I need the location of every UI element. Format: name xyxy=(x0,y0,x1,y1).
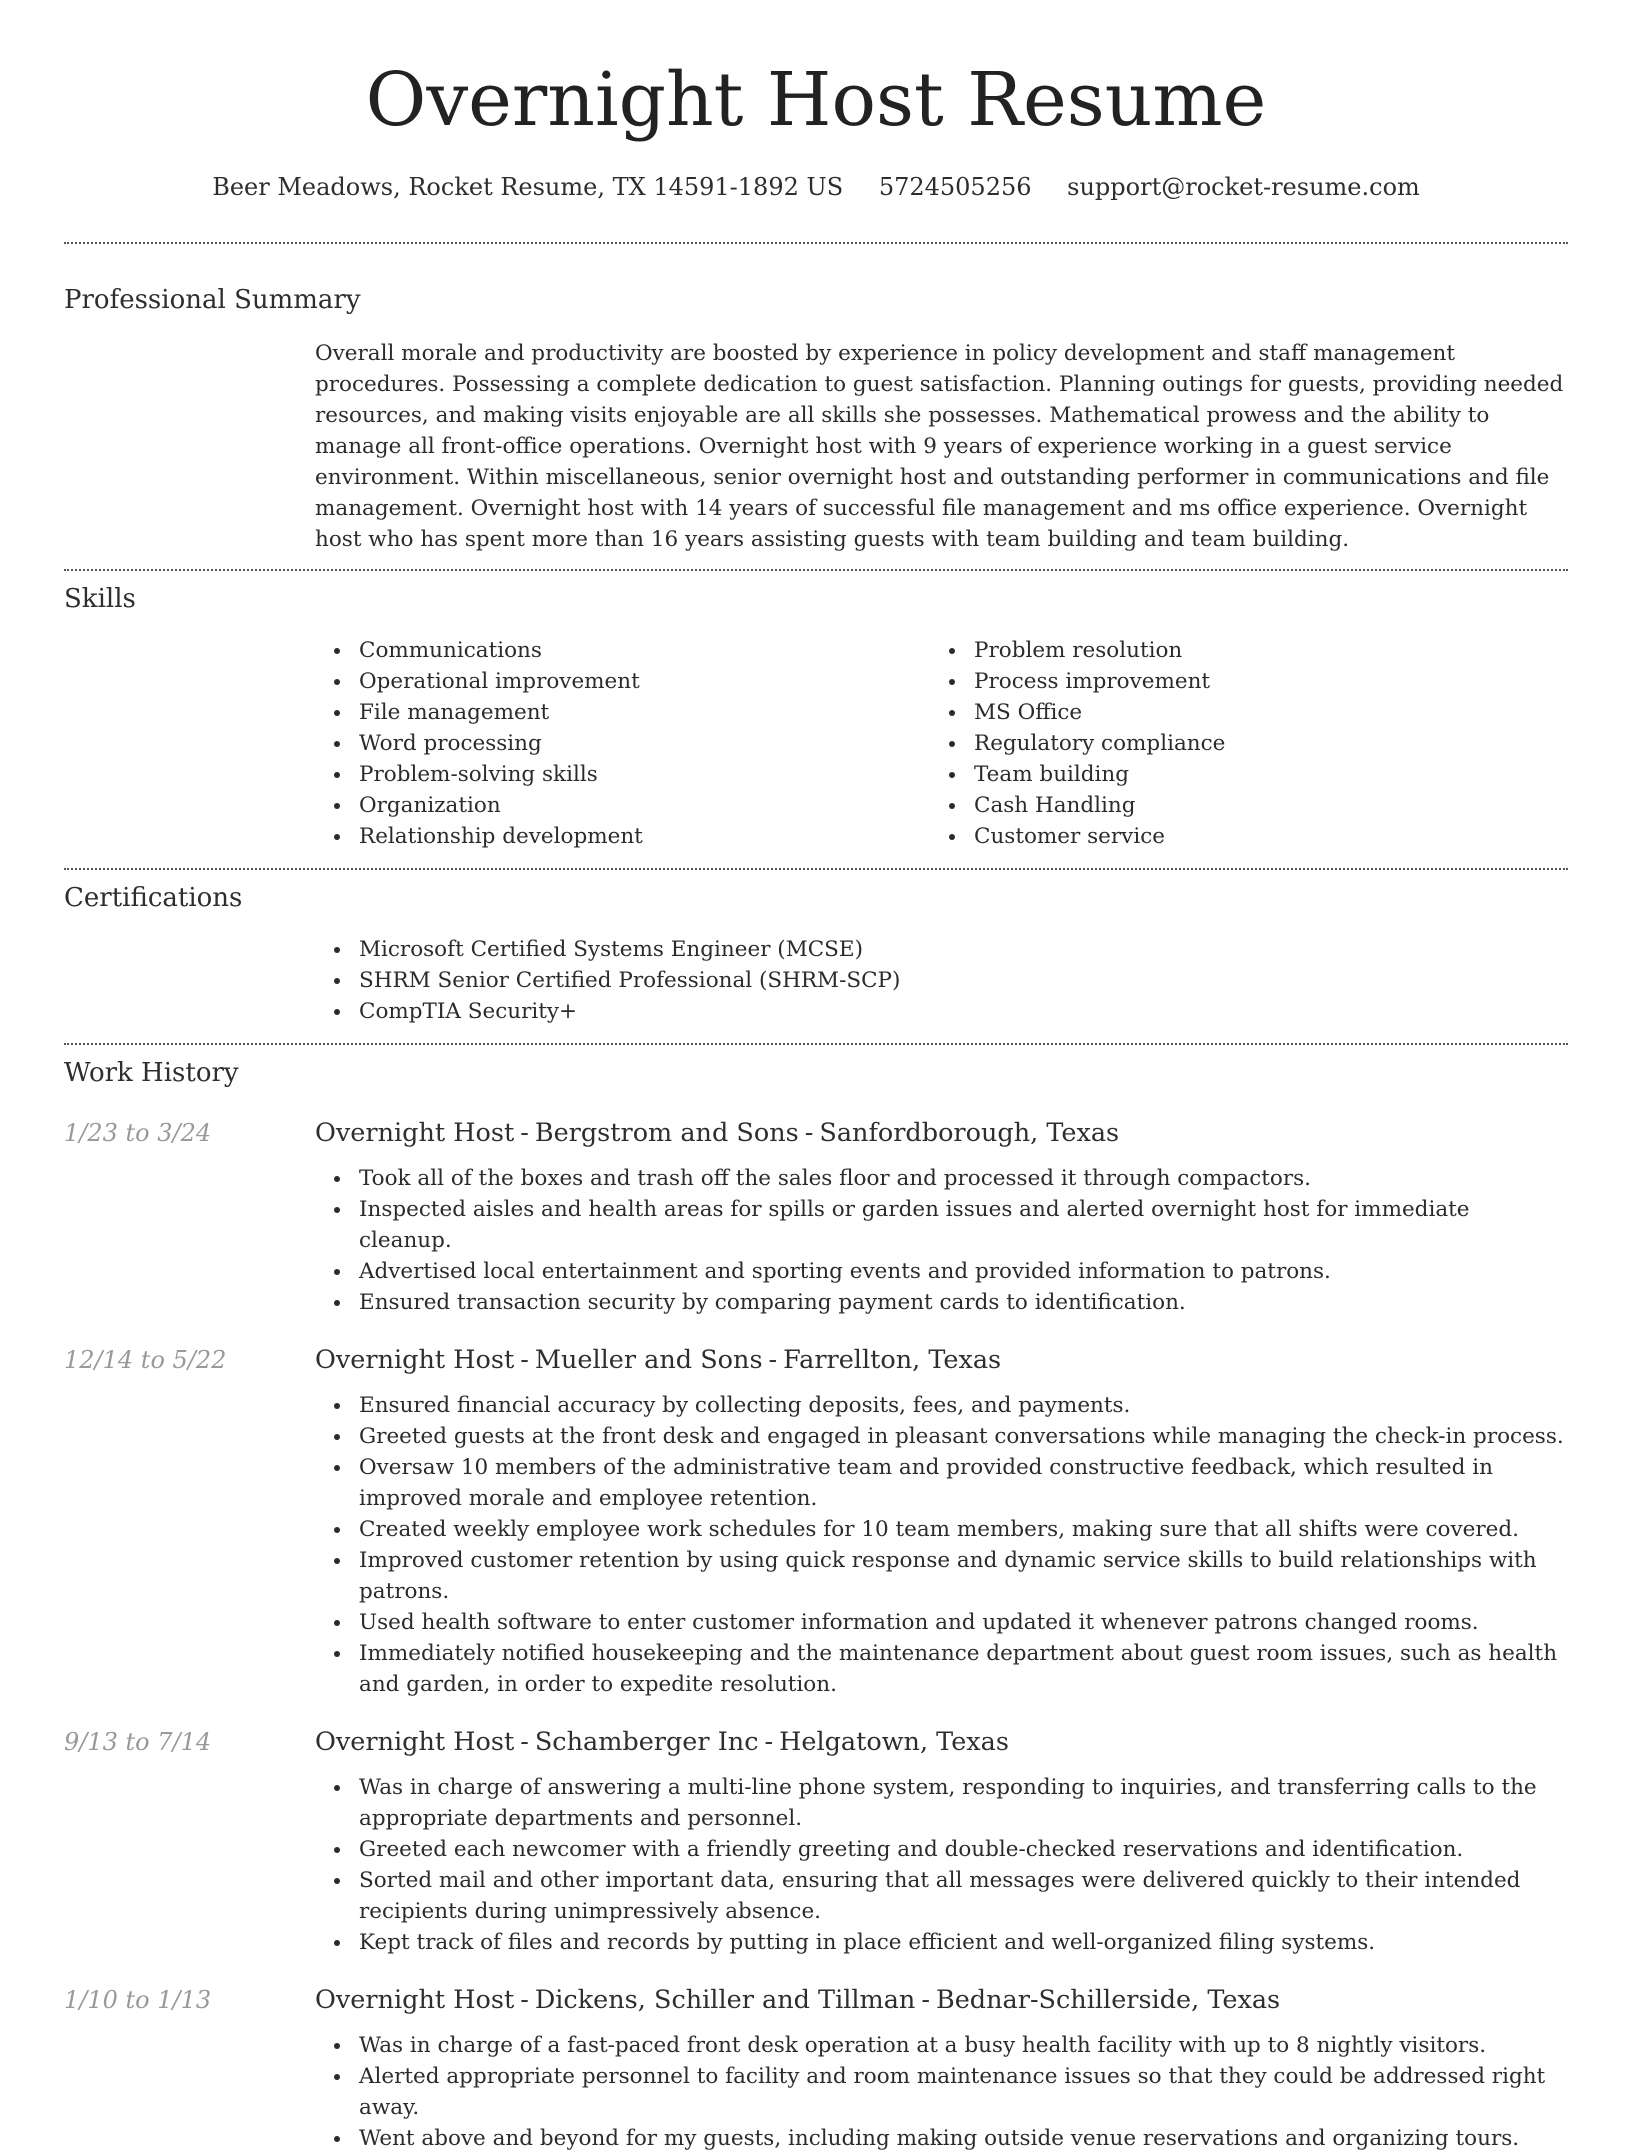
list-item: Oversaw 10 members of the administrative team and provided constructive feedback, which resulted in improved morale and employee retention. xyxy=(359,1452,1568,1514)
job-dates: 1/23 to 3/24 xyxy=(64,1119,212,1147)
resume-header xyxy=(64,0,1568,202)
job-bullet-list xyxy=(315,1390,1568,1700)
job-heading xyxy=(315,1984,1568,2016)
section-title-certifications: Certifications xyxy=(64,883,243,913)
list-item: Sorted mail and other important data, ensuring that all messages were delivered quickly to their intended recipients during unimpressively absence. xyxy=(359,1865,1568,1927)
heading-separator: - xyxy=(520,1727,529,1757)
contact-line xyxy=(64,172,1568,202)
job-title: Overnight Host xyxy=(315,1985,515,2015)
section-title-summary: Professional Summary xyxy=(64,285,361,315)
job-location: Helgatown, Texas xyxy=(779,1727,1009,1757)
skills-grid xyxy=(315,635,1568,868)
job-location: Bednar-Schillerside, Texas xyxy=(935,1985,1281,2015)
list-item: Created weekly employee work schedules for 10 team members, making sure that all shifts were covered. xyxy=(359,1514,1568,1545)
list-item: Used health software to enter customer information and updated it whenever patrons changed rooms. xyxy=(359,1607,1568,1638)
section-title-work-history: Work History xyxy=(64,1058,239,1088)
list-item: Was in charge of a fast-paced front desk operation at a busy health facility with up to 8 nightly visitors. xyxy=(359,2030,1568,2061)
job-entry xyxy=(64,1984,1568,2154)
job-location: Farrellton, Texas xyxy=(783,1345,1002,1375)
list-item: Alerted appropriate personnel to facility and room maintenance issues so that they could be addressed right away. xyxy=(359,2061,1568,2123)
skills-list-right xyxy=(930,635,1545,852)
job-title: Overnight Host xyxy=(315,1727,515,1757)
job-bullet-list xyxy=(315,1163,1568,1318)
list-item: Customer service xyxy=(974,821,1545,852)
resume-title: Overnight Host Resume xyxy=(365,57,1267,143)
heading-separator: - xyxy=(520,1118,529,1148)
job-heading xyxy=(315,1726,1568,1758)
job-title: Overnight Host xyxy=(315,1118,515,1148)
heading-separator: - xyxy=(768,1345,778,1375)
section-title-skills: Skills xyxy=(64,584,136,614)
list-item: Immediately notified housekeeping and the maintenance department about guest room issues, such as health and garden, in order to expedite resolution. xyxy=(359,1638,1568,1700)
list-item: Problem-solving skills xyxy=(359,759,930,790)
list-item: MS Office xyxy=(974,697,1545,728)
list-item: Inspected aisles and health areas for spills or garden issues and alerted overnight host for immediate cleanup. xyxy=(359,1194,1568,1256)
job-dates: 12/14 to 5/22 xyxy=(64,1346,227,1374)
job-location: Sanfordborough, Texas xyxy=(819,1118,1120,1148)
job-company: Dickens, Schiller and Tillman xyxy=(534,1985,916,2015)
professional-summary-section xyxy=(64,244,1568,569)
list-item: Kept track of files and records by putting in place efficient and well-organized filing systems. xyxy=(359,1927,1568,1958)
list-item: CompTIA Security+ xyxy=(359,996,1568,1027)
list-item: Improved customer retention by using quick response and dynamic service skills to build relationships with patrons. xyxy=(359,1545,1568,1607)
list-item: Process improvement xyxy=(974,666,1545,697)
heading-separator: - xyxy=(764,1727,774,1757)
list-item: Team building xyxy=(974,759,1545,790)
work-history-section xyxy=(64,1045,1568,2154)
heading-separator: - xyxy=(520,1345,529,1375)
list-item: Was in charge of answering a multi-line phone system, responding to inquiries, and transferring calls to the appropriate departments and personnel. xyxy=(359,1772,1568,1834)
job-entry xyxy=(64,1117,1568,1318)
job-dates: 1/10 to 1/13 xyxy=(64,1986,212,2014)
list-item: Cash Handling xyxy=(974,790,1545,821)
skills-column-right xyxy=(930,635,1545,852)
certifications-body xyxy=(315,934,1568,1043)
job-company: Mueller and Sons xyxy=(534,1345,763,1375)
list-item: Relationship development xyxy=(359,821,930,852)
job-company: Schamberger Inc xyxy=(534,1727,759,1757)
job-heading xyxy=(315,1117,1568,1149)
list-item: Word processing xyxy=(359,728,930,759)
list-item: Greeted each newcomer with a friendly greeting and double-checked reservations and identification. xyxy=(359,1834,1568,1865)
list-item: Ensured transaction security by comparing payment cards to identification. xyxy=(359,1287,1568,1318)
job-company: Bergstrom and Sons xyxy=(534,1118,799,1148)
job-details xyxy=(315,1726,1568,1958)
job-details xyxy=(315,1117,1568,1318)
list-item: Advertised local entertainment and sporting events and provided information to patrons. xyxy=(359,1256,1568,1287)
list-item: File management xyxy=(359,697,930,728)
list-item: Microsoft Certified Systems Engineer (MCSE) xyxy=(359,934,1568,965)
summary-text: Overall morale and productivity are boosted by experience in policy development and staff management procedures. Possessing a complete dedication to guest satisfaction. Planning outings for guests, providing needed resources, and making visits enjoyable are all skills she possesses. Mathematical prowess and the ability to manage all front-office operations. Overnight host with 9 years of experience working in a guest service environment. Within miscellaneous, senior overnight host and outstanding performer in communications and file management. Overnight host with 14 years of successful file management and ms office experience. Overnight host who has spent more than 16 years assisting guests with team building and team building. xyxy=(315,341,1564,552)
contact-phone[interactable]: 5724505256 xyxy=(878,173,1032,201)
job-details xyxy=(315,1984,1568,2154)
job-entry xyxy=(64,1344,1568,1700)
skills-column-left xyxy=(315,635,930,852)
job-bullet-list xyxy=(315,1772,1568,1958)
jobs-list xyxy=(64,1117,1568,2154)
certifications-section xyxy=(64,870,1568,1043)
skills-section xyxy=(64,571,1568,868)
contact-address: Beer Meadows, Rocket Resume, TX 14591-1892 US xyxy=(212,173,844,201)
list-item: Operational improvement xyxy=(359,666,930,697)
list-item: Organization xyxy=(359,790,930,821)
list-item: Greeted guests at the front desk and engaged in pleasant conversations while managing the check-in process. xyxy=(359,1421,1568,1452)
list-item: Communications xyxy=(359,635,930,666)
list-item: Problem resolution xyxy=(974,635,1545,666)
job-heading xyxy=(315,1344,1568,1376)
list-item: Went above and beyond for my guests, including making outside venue reservations and organizing tours. xyxy=(359,2123,1568,2154)
heading-separator: - xyxy=(520,1985,529,2015)
job-dates: 9/13 to 7/14 xyxy=(64,1728,212,1756)
job-entry xyxy=(64,1726,1568,1958)
list-item: Regulatory compliance xyxy=(974,728,1545,759)
heading-separator: - xyxy=(804,1118,814,1148)
list-item: Took all of the boxes and trash off the sales floor and processed it through compactors. xyxy=(359,1163,1568,1194)
skills-list-left xyxy=(315,635,930,852)
list-item: SHRM Senior Certified Professional (SHRM-SCP) xyxy=(359,965,1568,996)
heading-separator: - xyxy=(921,1985,930,2015)
certifications-list xyxy=(315,934,1568,1027)
job-bullet-list xyxy=(315,2030,1568,2154)
job-title: Overnight Host xyxy=(315,1345,515,1375)
job-details xyxy=(315,1344,1568,1700)
list-item: Ensured financial accuracy by collecting deposits, fees, and payments. xyxy=(359,1390,1568,1421)
contact-email[interactable]: support@rocket-resume.com xyxy=(1067,173,1420,201)
